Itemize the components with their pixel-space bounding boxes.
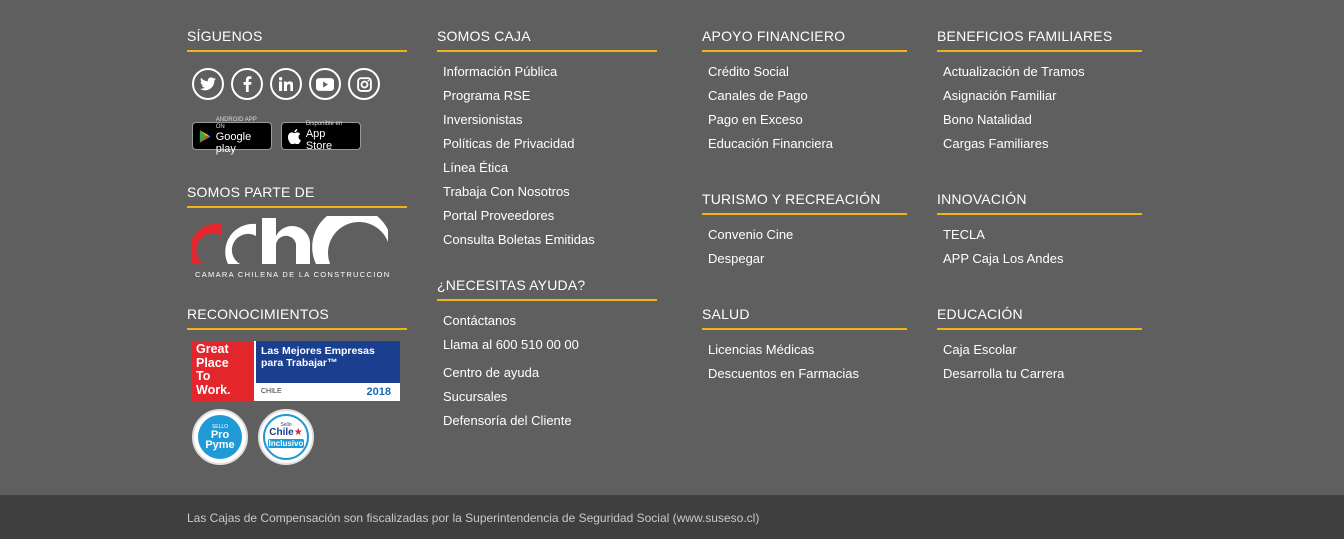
list-item bbox=[443, 228, 657, 252]
link-politicas-privacidad[interactable]: Políticas de Privacidad bbox=[443, 136, 575, 151]
list-item bbox=[443, 333, 657, 357]
gptw-country: CHILE bbox=[261, 388, 282, 395]
link-credito-social[interactable]: Crédito Social bbox=[708, 64, 789, 79]
sello-pyme-main2: Pyme bbox=[205, 439, 235, 451]
link-caja-escolar[interactable]: Caja Escolar bbox=[943, 342, 1017, 357]
list-item bbox=[943, 247, 1142, 271]
google-play-icon bbox=[199, 129, 211, 144]
list-item bbox=[943, 108, 1142, 132]
somos-parte-section bbox=[187, 184, 407, 208]
turismo-section bbox=[702, 191, 907, 271]
list-item bbox=[708, 132, 907, 156]
link-defensoria-cliente[interactable]: Defensoría del Cliente bbox=[443, 413, 572, 428]
sello-pro-pyme-badge[interactable] bbox=[192, 409, 248, 465]
innovacion-heading: INNOVACIÓN bbox=[937, 191, 1142, 215]
instagram-icon[interactable] bbox=[348, 68, 380, 100]
sello-chile-main-row bbox=[265, 428, 307, 438]
apple-icon bbox=[288, 129, 301, 144]
gptw-headline: Las Mejores Empresas bbox=[261, 345, 375, 357]
turismo-heading: TURISMO Y RECREACIÓN bbox=[702, 191, 907, 215]
somos-parte-heading: SOMOS PARTE DE bbox=[187, 184, 407, 208]
link-linea-etica[interactable]: Línea Ética bbox=[443, 160, 509, 175]
link-llama-telefono[interactable]: Llama al 600 510 00 00 bbox=[443, 337, 579, 352]
beneficios-heading: BENEFICIOS FAMILIARES bbox=[937, 28, 1142, 52]
link-portal-proveedores[interactable]: Portal Proveedores bbox=[443, 208, 555, 223]
link-informacion-publica[interactable]: Información Pública bbox=[443, 64, 558, 79]
ayuda-list-2 bbox=[437, 361, 657, 433]
sello-chile-main2: Inclusivo bbox=[268, 439, 304, 448]
youtube-icon[interactable] bbox=[309, 68, 341, 100]
list-item bbox=[443, 132, 657, 156]
link-consulta-boletas[interactable]: Consulta Boletas Emitidas bbox=[443, 232, 595, 247]
sello-chile-main: Chile bbox=[269, 427, 294, 438]
app-store-label: App Store bbox=[305, 127, 333, 152]
twitter-icon[interactable] bbox=[192, 68, 224, 100]
siguenos-section bbox=[187, 28, 407, 52]
list-item bbox=[708, 362, 907, 386]
list-item bbox=[943, 362, 1142, 386]
link-trabaja-con-nosotros[interactable]: Trabaja Con Nosotros bbox=[443, 184, 570, 199]
great-place-to-work-badge[interactable] bbox=[192, 341, 400, 401]
gptw-logo bbox=[192, 341, 254, 401]
ayuda-section bbox=[437, 277, 657, 433]
list-item bbox=[443, 108, 657, 132]
somos-caja-heading: SOMOS CAJA bbox=[437, 28, 657, 52]
somos-caja-list bbox=[437, 60, 657, 252]
link-cargas-familiares[interactable]: Cargas Familiares bbox=[943, 136, 1049, 151]
educacion-section bbox=[937, 306, 1142, 386]
app-store-small-text: Disponible en bbox=[305, 120, 343, 127]
list-item bbox=[443, 361, 657, 385]
link-contactanos[interactable]: Contáctanos bbox=[443, 313, 516, 328]
link-bono-natalidad[interactable]: Bono Natalidad bbox=[943, 112, 1032, 127]
footer-legal-text: Las Cajas de Compensación son fiscalizadas por la Superintendencia de Seguridad Social (www.suseso.cl) bbox=[187, 511, 760, 525]
sello-pro-pyme-inner bbox=[198, 415, 242, 459]
list-item bbox=[443, 180, 657, 204]
somos-caja-section bbox=[437, 28, 657, 252]
app-store-badge[interactable] bbox=[281, 122, 361, 150]
ayuda-heading: ¿NECESITAS AYUDA? bbox=[437, 277, 657, 301]
list-item bbox=[443, 385, 657, 409]
link-despegar[interactable]: Despegar bbox=[708, 251, 765, 266]
gptw-line3: To bbox=[196, 369, 211, 383]
gptw-line1: Great bbox=[196, 342, 229, 356]
gptw-headline2: para Trabajar™ bbox=[261, 357, 338, 369]
cchc-logo-mark bbox=[192, 216, 392, 266]
beneficios-section bbox=[937, 28, 1142, 156]
innovacion-list bbox=[937, 223, 1142, 271]
link-pago-en-exceso[interactable]: Pago en Exceso bbox=[708, 112, 803, 127]
list-item bbox=[943, 338, 1142, 362]
salud-heading: SALUD bbox=[702, 306, 907, 330]
list-item bbox=[443, 309, 657, 333]
google-play-label: Google play bbox=[215, 131, 252, 155]
link-actualizacion-tramos[interactable]: Actualización de Tramos bbox=[943, 64, 1085, 79]
innovacion-section bbox=[937, 191, 1142, 271]
link-app-caja-los-andes[interactable]: APP Caja Los Andes bbox=[943, 251, 1064, 266]
list-item bbox=[708, 84, 907, 108]
list-item bbox=[943, 132, 1142, 156]
gptw-year: 2018 bbox=[366, 386, 391, 398]
turismo-list bbox=[702, 223, 907, 271]
link-convenio-cine[interactable]: Convenio Cine bbox=[708, 227, 794, 242]
gptw-line2: Place bbox=[196, 355, 229, 370]
apoyo-financiero-section bbox=[702, 28, 907, 156]
list-item bbox=[708, 60, 907, 84]
link-canales-de-pago[interactable]: Canales de Pago bbox=[708, 88, 808, 103]
gptw-headline-box bbox=[256, 341, 400, 383]
list-item bbox=[708, 108, 907, 132]
social-links bbox=[192, 68, 380, 100]
link-programa-rse[interactable]: Programa RSE bbox=[443, 88, 531, 103]
beneficios-list bbox=[937, 60, 1142, 156]
link-inversionistas[interactable]: Inversionistas bbox=[443, 112, 523, 127]
salud-list bbox=[702, 338, 907, 386]
salud-section bbox=[702, 306, 907, 386]
link-asignacion-familiar[interactable]: Asignación Familiar bbox=[943, 88, 1057, 103]
list-item bbox=[708, 247, 907, 271]
list-item bbox=[443, 156, 657, 180]
linkedin-icon[interactable] bbox=[270, 68, 302, 100]
gptw-line4: Work. bbox=[196, 382, 231, 397]
list-item bbox=[708, 338, 907, 362]
list-item bbox=[443, 60, 657, 84]
link-licencias-medicas[interactable]: Licencias Médicas bbox=[708, 342, 815, 357]
sello-chile-inclusivo-badge[interactable] bbox=[258, 409, 314, 465]
list-item bbox=[443, 204, 657, 228]
reconocimientos-heading: RECONOCIMIENTOS bbox=[187, 306, 407, 330]
google-play-small-text: ANDROID APP ON bbox=[215, 117, 257, 130]
link-educacion-financiera[interactable]: Educación Financiera bbox=[708, 136, 834, 151]
link-sucursales[interactable]: Sucursales bbox=[443, 389, 508, 404]
star-icon: ★ bbox=[293, 427, 303, 438]
cchc-caption: CAMARA CHILENA DE LA CONSTRUCCION bbox=[195, 270, 391, 279]
link-desarrolla-tu-carrera[interactable]: Desarrolla tu Carrera bbox=[943, 366, 1065, 381]
educacion-heading: EDUCACIÓN bbox=[937, 306, 1142, 330]
apoyo-financiero-list bbox=[702, 60, 907, 156]
facebook-icon[interactable] bbox=[231, 68, 263, 100]
reconocimientos-section bbox=[187, 306, 407, 330]
educacion-list bbox=[937, 338, 1142, 386]
list-item bbox=[943, 223, 1142, 247]
cchc-logo[interactable] bbox=[192, 216, 392, 280]
link-centro-de-ayuda[interactable]: Centro de ayuda bbox=[443, 365, 540, 380]
list-item bbox=[943, 60, 1142, 84]
google-play-badge[interactable] bbox=[192, 117, 272, 155]
link-descuentos-farmacias[interactable]: Descuentos en Farmacias bbox=[708, 366, 860, 381]
list-item bbox=[708, 223, 907, 247]
list-item bbox=[943, 84, 1142, 108]
sello-pyme-main: Pro bbox=[210, 429, 230, 441]
sello-pyme-top: SELLO bbox=[211, 424, 229, 430]
link-tecla[interactable]: TECLA bbox=[943, 227, 985, 242]
footer-bar bbox=[0, 495, 1344, 539]
sello-chile-top: Sello bbox=[280, 422, 292, 428]
ayuda-list bbox=[437, 309, 657, 357]
siguenos-heading: SÍGUENOS bbox=[187, 28, 407, 52]
apoyo-financiero-heading: APOYO FINANCIERO bbox=[702, 28, 907, 52]
list-item bbox=[443, 409, 657, 433]
sello-chile-inner bbox=[263, 414, 309, 460]
list-item bbox=[443, 84, 657, 108]
